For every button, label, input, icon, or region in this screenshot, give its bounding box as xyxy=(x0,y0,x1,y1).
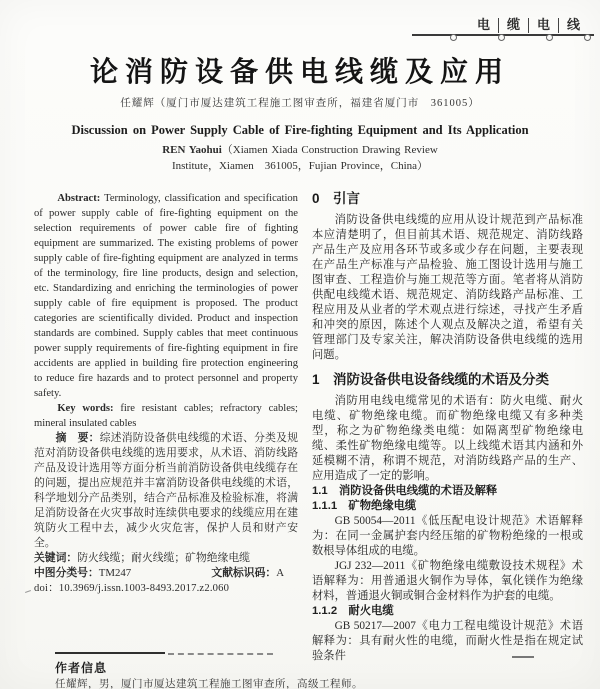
english-author-line1 xyxy=(0,141,600,157)
body-columns xyxy=(34,191,583,664)
author-bio-line: 任耀辉，男，厦门市厦达建筑工程施工图审查所，高级工程师。 xyxy=(55,679,363,689)
subsection-heading-1-1-1: 1.1.1 矿物绝缘电缆 xyxy=(312,500,417,512)
journal-name-char: 电 xyxy=(536,17,550,32)
keywords-label: Key words: xyxy=(57,403,114,414)
journal-name-char: 线 xyxy=(566,17,580,32)
chinese-abstract-text: 综述消防设备供电线缆的术语、分类及规范对消防设备供电线缆的选用要求，从术语、消防线路产品及设计选用等方面分析当前消防设备供电线缆存在的问题，提出应规范并丰富消防设备供电线缆的术语，科学地划分产品类别，结合产品标准及检验标准，将满足消防设备在火灾事故时连续供电要求的线缆应用在建筑防火工程中去，减少火灾危害，保护人员和财产安全。 xyxy=(34,432,299,549)
doi-line: doi：10.3969/j.issn.1003-8493.2017.z2.060 xyxy=(34,583,230,594)
english-author-line2: Institute，Xiamen 361005，Fujian Province，China） xyxy=(171,160,429,172)
english-keywords xyxy=(34,401,298,431)
scan-artifact xyxy=(512,656,534,658)
chinese-abstract-label: 摘 要： xyxy=(55,432,100,444)
english-author-name: REN Yaohui xyxy=(162,144,222,156)
keywords-text: fire resistant cables; refractory cables; mineral insulated cables xyxy=(34,403,298,429)
clc-number xyxy=(34,566,131,581)
english-title: Discussion on Power Supply Cable of Fire-fighting Equipment and Its Application xyxy=(71,123,529,137)
journal-header xyxy=(412,12,594,36)
footer-rule xyxy=(55,652,165,654)
chinese-keywords-label: 关键词： xyxy=(34,552,78,564)
clc-value: TM247 xyxy=(98,567,132,579)
scan-artifact xyxy=(25,590,31,593)
right-column xyxy=(312,191,583,664)
paragraph-terminology: 消防用电线电缆常见的术语有：防火电缆、耐火电缆、矿物绝缘电缆。而矿物绝缘电缆又有多种类型，称之为矿物绝缘类电缆：如隔离型矿物绝缘电缆、柔性矿物绝缘电缆等。以上线缆术语其内涵和外延模糊不清，称谓不规范，对消防线路产品的生产、应用造成了一定的影响。 xyxy=(312,395,583,482)
paragraph-gb50217: GB 50217—2007《电力工程电缆设计规范》术语解释为：具有耐火性的电缆，而耐火性是指在规定试验条件 xyxy=(312,620,583,662)
section-heading-1-terminology: 1 消防设备供电设备线缆的术语及分类 xyxy=(312,372,550,387)
author-info-heading: 作者信息 xyxy=(55,661,108,675)
header-ornament-dot xyxy=(450,34,457,41)
paper-title: 论消防设备供电线缆及应用 xyxy=(89,57,510,88)
header-ornament-dot xyxy=(546,34,553,41)
abstract-text: Terminology, classification and specification of power supply cable of fire-fighting equipment on the selection requirements of power cable fire of fighting equipment are summarized. The existing problems of power supply cable of fire-fighting equipment are analyzed in terms of the terminology, fire line products, design and selection, etc. Standardizing and enriching the terminologies of power supply cable of fire equipment is proposed. The product categories are scientifically divided. Product and inspection standards are combined. Supply cables that meet continuous power supply requirements of fire-fighting equipment in fire accidents are applied in building fire protection engineering to reduce fire hazards and to protect personnel and property safety. xyxy=(34,193,298,399)
paragraph-gb50054: GB 50054—2011《低压配电设计规范》术语解释为：在同一金属护套内经压缩的矿物粉绝缘的一根或数根导体组成的电缆。 xyxy=(312,515,583,557)
chinese-keywords-text: 防火线缆；耐火线缆；矿物绝缘电缆 xyxy=(77,552,250,564)
subsection-heading-1-1: 1.1 消防设备供电线缆的术语及解释 xyxy=(312,485,498,497)
section-heading-0-introduction: 0 引言 xyxy=(312,191,361,206)
abstract-label: Abstract: xyxy=(57,193,101,204)
journal-name-char: 电 xyxy=(476,17,490,32)
paragraph-introduction: 消防设备供电线缆的应用从设计规范到产品标准本应清楚明了，但目前其术语、规范规定、消防线路产品生产及应用各环节或多或少存在问题，主要表现在产品生产标准与产品检验、施工图设计选用与施工图审查、工程造价与施工规范等方面。笔者将从消防供配电线缆术语、规范规定、消防线路产品标准、工程应用及从业者的学术观点进行综述，寻找产生矛盾和冲突的原因，陈述个人观点及解决之道，希望有关管理部门及专家关注，解决消防设备供电线缆的选用问题。 xyxy=(312,214,583,361)
journal-name xyxy=(469,14,588,33)
subsection-heading-1-1-2: 1.1.2 耐火电缆 xyxy=(312,605,394,617)
author-affiliation-line: 任耀辉（厦门市厦达建筑工程施工图审查所，福建省厦门市 361005） xyxy=(120,98,480,109)
document-code xyxy=(211,566,284,581)
clc-label: 中图分类号： xyxy=(34,567,99,579)
document-code-label: 文献标识码： xyxy=(211,567,277,579)
classification-row xyxy=(34,566,298,581)
chinese-keywords xyxy=(34,551,298,566)
document-code-value: A xyxy=(276,567,284,579)
paragraph-jgj232: JGJ 232—2011《矿物绝缘电缆敷设技术规程》术语解释为：用普通退火铜作为导体，氧化镁作为绝缘材料，普通退火铜或铜合金材料作为护套的电缆。 xyxy=(312,560,583,602)
left-column xyxy=(34,191,298,664)
header-ornament-dot xyxy=(584,34,591,41)
journal-name-char: 缆 xyxy=(506,17,520,32)
english-author-affiliation: （Xiamen Xiada Construction Drawing Review xyxy=(221,144,438,156)
footer-rule-dashed xyxy=(168,653,273,655)
chinese-abstract xyxy=(34,431,298,551)
english-abstract xyxy=(34,191,298,401)
header-ornament-dot xyxy=(498,34,505,41)
